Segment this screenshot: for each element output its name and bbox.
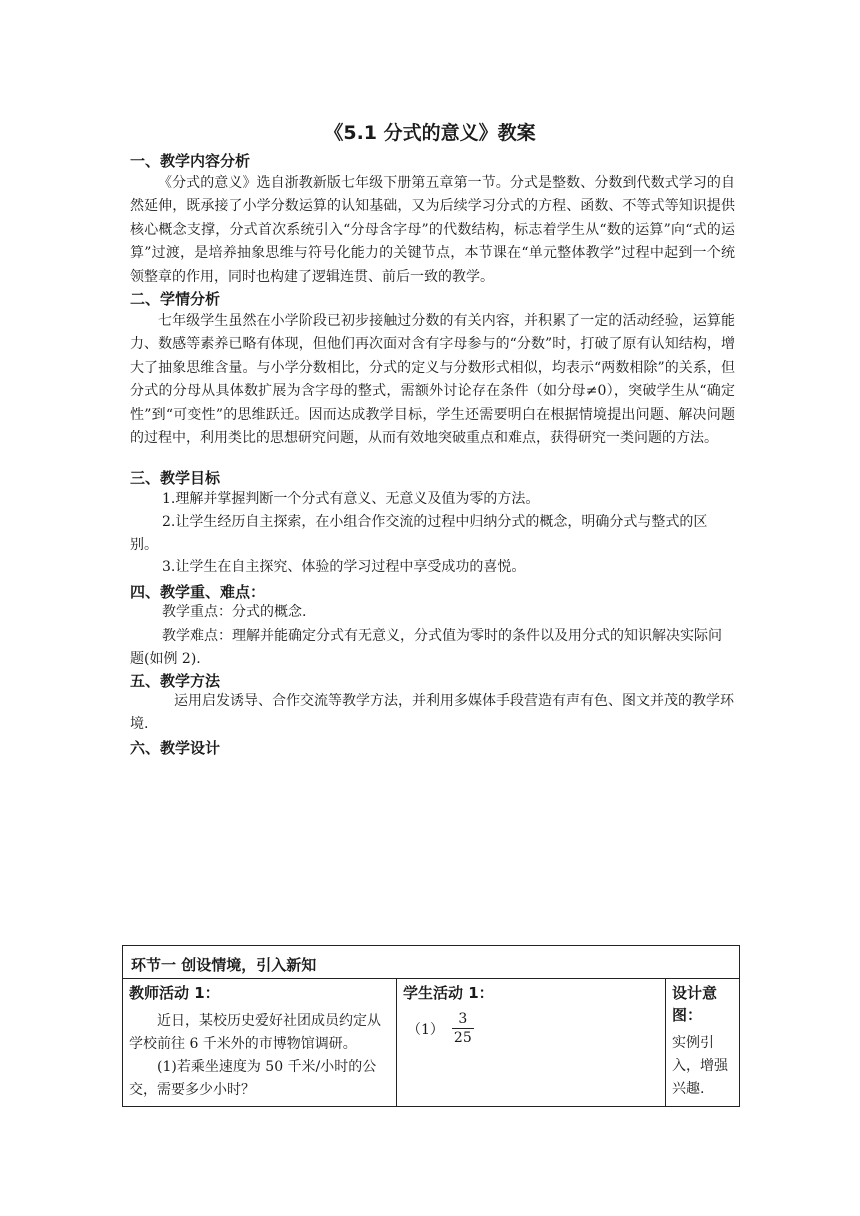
section-heading-content-analysis: 一、教学内容分析 (130, 152, 251, 170)
section-heading-key-points: 四、教学重、难点： (130, 583, 266, 601)
teacher-activity-cell (123, 979, 397, 1107)
student-activity-cell (397, 979, 666, 1107)
student-activity-heading: 学生活动 1： (403, 984, 494, 1002)
stage-header-cell (123, 946, 740, 979)
design-intent-cell (666, 979, 740, 1107)
student-answer-label: （1） (407, 1021, 444, 1038)
teaching-design-table (122, 945, 740, 1107)
section-heading-methods: 五、教学方法 (130, 672, 221, 690)
section-heading-student-analysis: 二、学情分析 (130, 290, 221, 308)
difficulty-text: 教学难点：理解并能确定分式有无意义，分式值为零时的条件以及用分式的知识解决实际问题(如例 2). (130, 628, 722, 667)
teacher-activity-heading: 教师活动 1： (129, 984, 220, 1002)
key-point-text: 教学重点：分式的概念. (162, 604, 307, 620)
teacher-activity-paragraph: 近日，某校历史爱好社团成员约定从学校前往 6 千米外的市博物馆调研。 (129, 1013, 381, 1052)
student-analysis-text: 七年级学生虽然在小学阶段已初步接触过分数的有关内容，并积累了一定的活动经验，运算能力、数感等素养已略有体现，但他们再次面对含有字母参与的“分数”时，打破了原有认知结构，增大了抽象思维含量。与小学分数相比，分式的定义与分数形式相似，均表示“两数相除”的关系，但分式的分母从具体数扩展为含字母的整式，需额外讨论存在条件（如分母≠0），突破学生从“确定性”到“可变性”的思维跃迁。因而达成教学目标，学生还需要明白在根据情境提出问题、解决问题的过程中，利用类比的思想研究问题，从而有效地突破重点和难点，获得研究一类问题的方法。 (130, 313, 735, 447)
document-title: 《5.1 分式的意义》教案 (324, 122, 536, 144)
teacher-activity-question: (1)若乘坐速度为 50 千米/小时的公交，需要多少小时？ (129, 1059, 377, 1098)
section-heading-objectives: 三、教学目标 (130, 469, 221, 487)
design-intent-text: 实例引入，增强兴趣. (672, 1035, 728, 1097)
design-intent-heading: 设计意图： (672, 984, 718, 1024)
section-heading-design: 六、教学设计 (130, 739, 221, 757)
objective-item: 1.理解并掌握判断一个分式有意义、无意义及值为零的方法。 (162, 491, 540, 507)
objective-item: 3.让学生在自主探究、体验的学习过程中享受成功的喜悦。 (162, 559, 526, 575)
objective-item: 2.让学生经历自主探索，在小组合作交流的过程中归纳分式的概念，明确分式与整式的区别。 (130, 514, 708, 553)
fraction (452, 1010, 474, 1047)
fraction-denominator: 25 (453, 1030, 472, 1046)
content-analysis-text: 《分式的意义》选自浙教新版七年级下册第五章第一节。分式是整数、分数到代数式学习的自然延伸，既承接了小学分数运算的认知基础，又为后续学习分式的方程、函数、不等式等知识提供核心概念支撑，分式首次系统引入“分母含字母”的代数结构，标志着学生从“数的运算”向“式的运算”过渡，是培养抽象思维与符号化能力的关键节点，本节课在“单元整体教学”过程中起到一个统领整章的作用，同时也构建了逻辑连贯、前后一致的教学。 (130, 175, 735, 285)
methods-text: 运用启发诱导、合作交流等教学方法，并利用多媒体手段营造有声有色、图文并茂的教学环境. (130, 693, 734, 732)
stage-title: 环节一 创设情境，引入新知 (131, 956, 317, 974)
student-answer (397, 1004, 665, 1047)
fraction-numerator: 3 (458, 1011, 468, 1027)
